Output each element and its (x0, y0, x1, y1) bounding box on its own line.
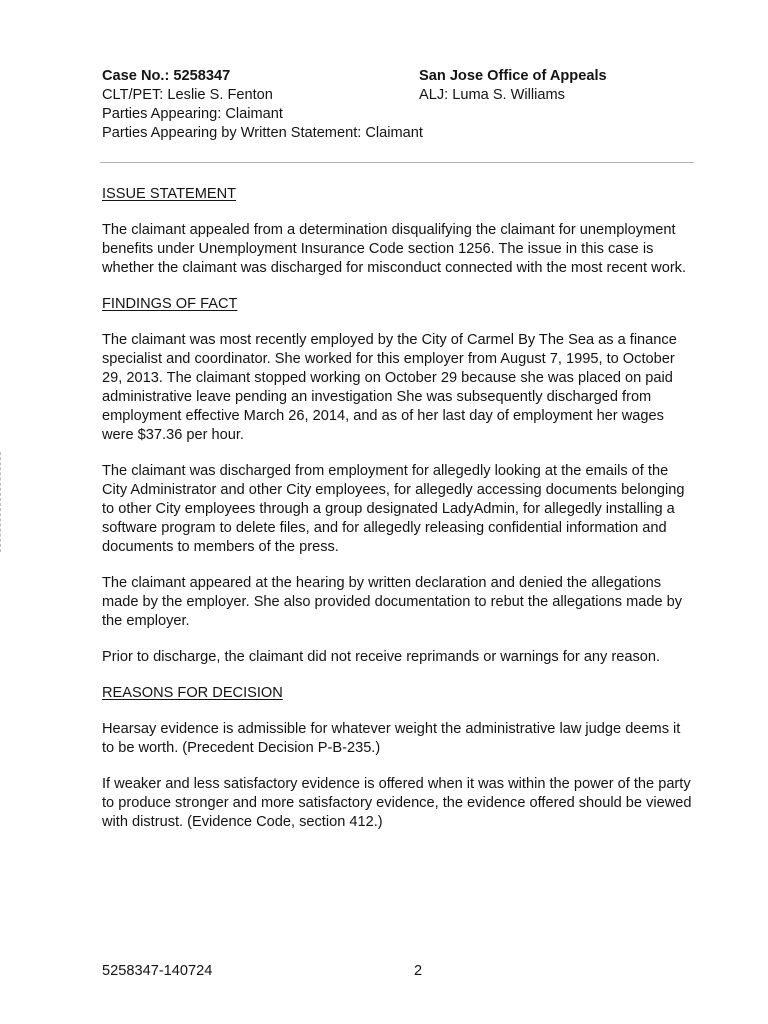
paragraph: The claimant was most recently employed by the City of Carmel By The Sea as a finance specialist and coordinator. She worked for this employer from August 7, 1995, to October 29, 2013. The claimant stopped working on October 29 because she was placed on paid administrative leave pending an investigation She was subsequently discharged from employment effective March 26, 2014, and as of her last day of employment her wages were $37.36 per hour. (102, 332, 677, 443)
alj-name: ALJ: Luma S. Williams (419, 87, 565, 103)
section-heading: FINDINGS OF FACT (102, 296, 238, 312)
document-body (102, 185, 694, 849)
case-number: Case No.: 5258347 (102, 68, 231, 84)
parties-appearing: Parties Appearing: Claimant (102, 106, 283, 122)
issue-statement-section (102, 185, 694, 278)
office-name: San Jose Office of Appeals (419, 68, 607, 84)
case-header-row (102, 86, 662, 105)
paragraph: If weaker and less satisfactory evidence is offered when it was within the power of the party to produce stronger and more satisfactory evidence, the evidence offered should be viewed with distrust. (Evidence Code, section 412.) (102, 776, 692, 830)
section-heading: ISSUE STATEMENT (102, 186, 237, 202)
findings-of-fact-section (102, 295, 694, 667)
paragraph: Prior to discharge, the claimant did not receive reprimands or warnings for any reason. (102, 649, 661, 665)
reasons-for-decision-section (102, 684, 694, 832)
paragraph: The claimant appeared at the hearing by written declaration and denied the allegations made by the employer. She also provided documentation to rebut the allegations made by the employer. (102, 575, 683, 629)
case-header-row (102, 105, 662, 124)
paragraph: Hearsay evidence is admissible for whatever weight the administrative law judge deems it to be worth. (Precedent Decision P-B-235.) (102, 721, 681, 756)
claimant-petitioner: CLT/PET: Leslie S. Fenton (102, 87, 273, 103)
case-header (102, 67, 662, 143)
header-divider (100, 162, 694, 163)
page-number: 2 (414, 963, 423, 979)
section-heading: REASONS FOR DECISION (102, 685, 283, 701)
scan-margin-mark (0, 452, 3, 552)
parties-written-statement: Parties Appearing by Written Statement: Claimant (102, 125, 423, 141)
case-header-row (102, 124, 662, 143)
paragraph: The claimant appealed from a determination disqualifying the claimant for unemployment benefits under Unemployment Insurance Code section 1256. The issue in this case is whether the claimant was discharged for misconduct connected with the most recent work. (102, 222, 687, 276)
document-id: 5258347-140724 (102, 963, 213, 979)
case-header-row (102, 67, 662, 86)
paragraph: The claimant was discharged from employment for allegedly looking at the emails of the City Administrator and other City employees, for allegedly accessing documents belonging to other City employees through a group designated LadyAdmin, for allegedly installing a software program to delete files, and for allegedly releasing confidential information and documents to members of the press. (102, 463, 685, 555)
